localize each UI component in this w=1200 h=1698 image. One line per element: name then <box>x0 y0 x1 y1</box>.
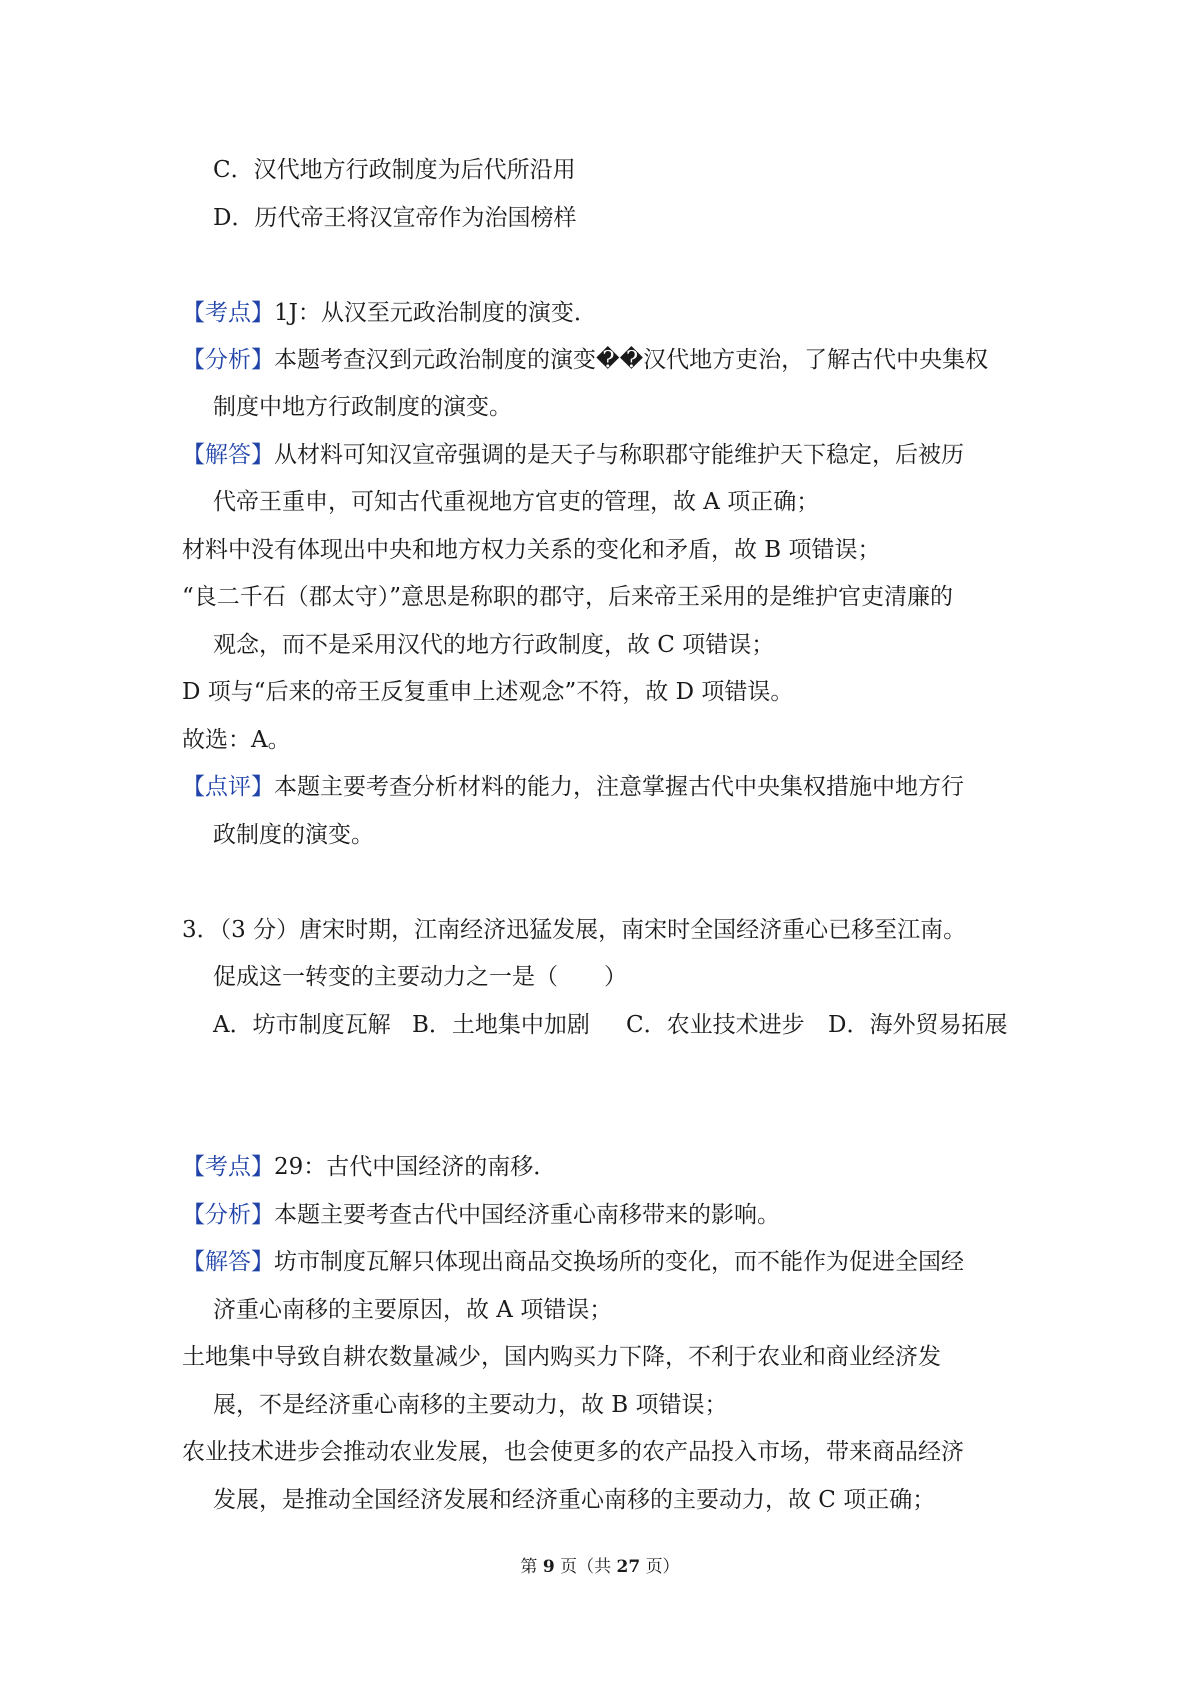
jieda-text: 坊市制度瓦解只体现出商品交换场所的变化，而不能作为促进全国经 <box>274 1249 964 1275</box>
fenxi-text: 本题考查汉到元政治制度的演变��汉代地方吏治，了解古代中央集权 <box>274 347 989 373</box>
fenxi-tag: 【分析】 <box>182 1202 274 1228</box>
jieda-text: 从材料可知汉宣帝强调的是天子与称职郡守能维护天下稳定，后被历 <box>274 442 964 468</box>
q2-jieda-line-5: 观念，而不是采用汉代的地方行政制度，故 C 项错误； <box>213 632 775 658</box>
footer-total-pages: 27 <box>616 1557 641 1577</box>
fenxi-text: 本题主要考查古代中国经济重心南移带来的影响。 <box>274 1202 780 1228</box>
q2-jieda-line-4: “良二千石（郡太守）”意思是称职的郡守，后来帝王采用的是维护官吏清廉的 <box>182 584 954 610</box>
dianping-text: 本题主要考查分析材料的能力，注意掌握古代中央集权措施中地方行 <box>274 774 964 800</box>
q2-answer: 故选：A。 <box>182 727 291 753</box>
footer-suffix: 页） <box>645 1557 680 1577</box>
q2-jieda-line-3: 材料中没有体现出中央和地方权力关系的变化和矛盾，故 B 项错误； <box>182 537 881 563</box>
q3-stem: 3．（3 分）唐宋时期，江南经济迅猛发展，南宋时全国经济重心已移至江南。 <box>182 917 967 943</box>
q2-option-c: C．汉代地方行政制度为后代所沿用 <box>213 157 576 183</box>
q2-jieda-line-6: D 项与“后来的帝王反复重申上述观念”不符，故 D 项错误。 <box>182 679 794 705</box>
q3-option-a: A．坊市制度瓦解 <box>213 1012 391 1038</box>
q3-stem-cont: 促成这一转变的主要动力之一是（ ） <box>213 964 627 990</box>
jieda-tag: 【解答】 <box>182 1249 274 1275</box>
kaodian-text: 1J：从汉至元政治制度的演变． <box>274 300 597 326</box>
q3-jieda-line-5: 农业技术进步会推动农业发展，也会使更多的农产品投入市场，带来商品经济 <box>182 1439 964 1465</box>
q2-kaodian <box>182 298 597 328</box>
jieda-tag: 【解答】 <box>182 442 274 468</box>
q3-jieda-line-3: 土地集中导致自耕农数量减少，国内购买力下降，不利于农业和商业经济发 <box>182 1344 941 1370</box>
q2-fenxi <box>182 345 988 375</box>
q2-dianping <box>182 772 964 802</box>
kaodian-text: 29：古代中国经济的南移． <box>274 1154 557 1180</box>
fenxi-tag: 【分析】 <box>182 347 274 373</box>
q3-fenxi <box>182 1200 780 1230</box>
q3-option-d: D．海外贸易拓展 <box>828 1012 1008 1038</box>
footer-middle: 页（共 <box>560 1557 612 1577</box>
q3-jieda-line-6: 发展，是推动全国经济发展和经济重心南移的主要动力，故 C 项正确； <box>213 1487 936 1513</box>
q2-fenxi-cont: 制度中地方行政制度的演变。 <box>213 394 512 420</box>
dianping-tag: 【点评】 <box>182 774 274 800</box>
q2-dianping-cont: 政制度的演变。 <box>213 822 374 848</box>
kaodian-tag: 【考点】 <box>182 300 274 326</box>
q2-jieda-line-2: 代帝王重申，可知古代重视地方官吏的管理，故 A 项正确； <box>213 489 820 515</box>
q3-jieda-line-4: 展，不是经济重心南移的主要动力，故 B 项错误； <box>213 1392 728 1418</box>
q3-jieda <box>182 1247 964 1277</box>
page-footer <box>0 1556 1200 1578</box>
footer-prefix: 第 <box>520 1557 538 1577</box>
q3-option-c: C．农业技术进步 <box>626 1012 805 1038</box>
kaodian-tag: 【考点】 <box>182 1154 274 1180</box>
q3-jieda-line-2: 济重心南移的主要原因，故 A 项错误； <box>213 1297 613 1323</box>
q3-kaodian <box>182 1152 556 1182</box>
q2-jieda <box>182 440 964 470</box>
footer-page-number: 9 <box>542 1557 555 1577</box>
q2-option-d: D．历代帝王将汉宣帝作为治国榜样 <box>213 205 577 231</box>
q3-option-b: B．土地集中加剧 <box>412 1012 590 1038</box>
